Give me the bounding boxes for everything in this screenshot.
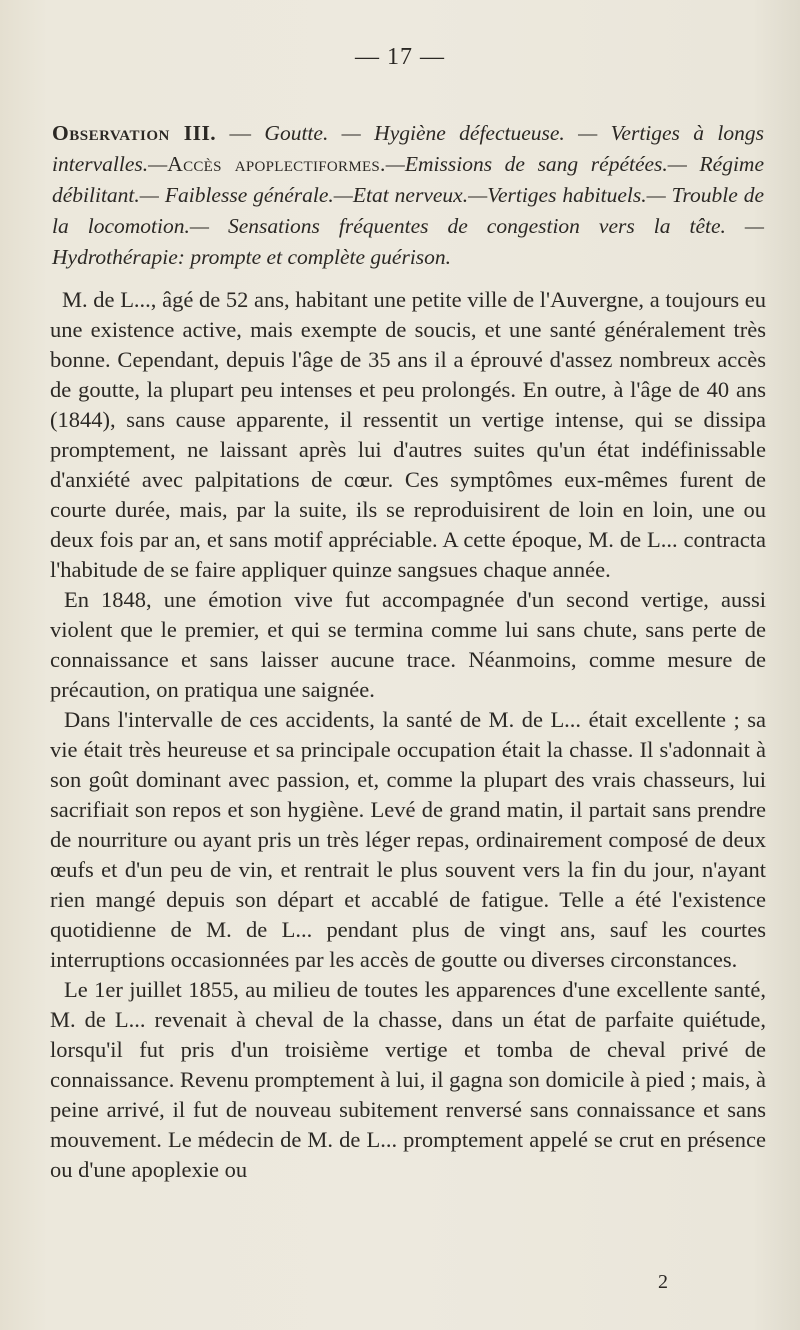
signature-mark: 2 [658,1271,668,1293]
observation-title-smallcaps: Accès apoplectiformes. [167,152,386,176]
paragraph-2: En 1848, une émotion vive fut accompagnée d'un second vertige, aussi violent que le premier, et qui se termina comme lui sans chute, sans perte de connaissance et sans laisser aucune trace. Néanmoins, comme mesure de précaution, on pratiqua une saignée. [50,587,766,702]
observation-label: Observation III. [52,121,217,145]
observation-title-part2: —Emissions de sang répétées.— Régime débilitant.— Faiblesse générale.—Etat nerveux.—Vertiges habituels.— Trouble de la locomotion.— Sensations fréquentes de congestion vers la tête. —Hydrothérapie: prompte et complète guérison. [52,152,764,269]
paragraph-3: Dans l'intervalle de ces accidents, la santé de M. de L... était excellente ; sa vie était très heureuse et sa principale occupation était la chasse. Il s'adonnait à son goût dominant avec passion, et, comme la plupart des vrais chasseurs, lui sacrifiait son repos et son hygiène. Levé de grand matin, il partait sans prendre de nourriture ou ayant pris un très léger repas, ordinairement composé de deux œufs et d'un peu de vin, et rentrait le plus souvent vers la fin du jour, n'ayant rien mangé depuis son départ et accablé de fatigue. Telle a été l'existence quotidienne de M. de L... pendant plus de vingt ans, sauf les courtes interruptions occasionnées par les accès de goutte ou diverses circonstances. [50,707,766,972]
paragraph-4: Le 1er juillet 1855, au milieu de toutes les apparences d'une excellente santé, M. de L... revenait à cheval de la chasse, dans un état de parfaite quiétude, lorsqu'il fut pris d'un troisième vertige et tomba de cheval privé de connaissance. Revenu promptement à lui, il gagna son domicile à pied ; mais, à peine arrivé, il fut de nouveau subitement renversé sans connaissance et sans mouvement. Le médecin de M. de L... promptement appelé se crut en présence ou d'une apoplexie ou [50,977,766,1182]
observation-dash: — [216,121,265,145]
paragraph-1: M. de L..., âgé de 52 ans, habitant une petite ville de l'Auvergne, a toujours eu une existence active, mais exempte de soucis, et une santé généralement très bonne. Cependant, depuis l'âge de 35 ans il a éprouvé d'assez nombreux accès de goutte, la plupart peu intenses et peu prolongés. En outre, à l'âge de 40 ans (1844), sans cause apparente, il ressentit un vertige intense, qui se dissipa promptement, ne laissant après lui d'autres suites qu'un état indéfinissable d'anxiété avec palpitations de cœur. Ces symptômes eux-mêmes furent de courte durée, mais, par la suite, ils se reproduisirent de loin en loin, une ou deux fois par an, et sans motif appréciable. A cette époque, M. de L... contracta l'habitude de se faire appliquer quinze sangsues chaque année. [50,287,766,582]
body-text [50,285,766,1185]
observation-title-part1: Goutte. — Hygiène défectueuse. — Vertiges à longs intervalles.— [52,121,764,176]
observation-heading [52,118,764,273]
page-number: — 17 — [355,44,445,70]
